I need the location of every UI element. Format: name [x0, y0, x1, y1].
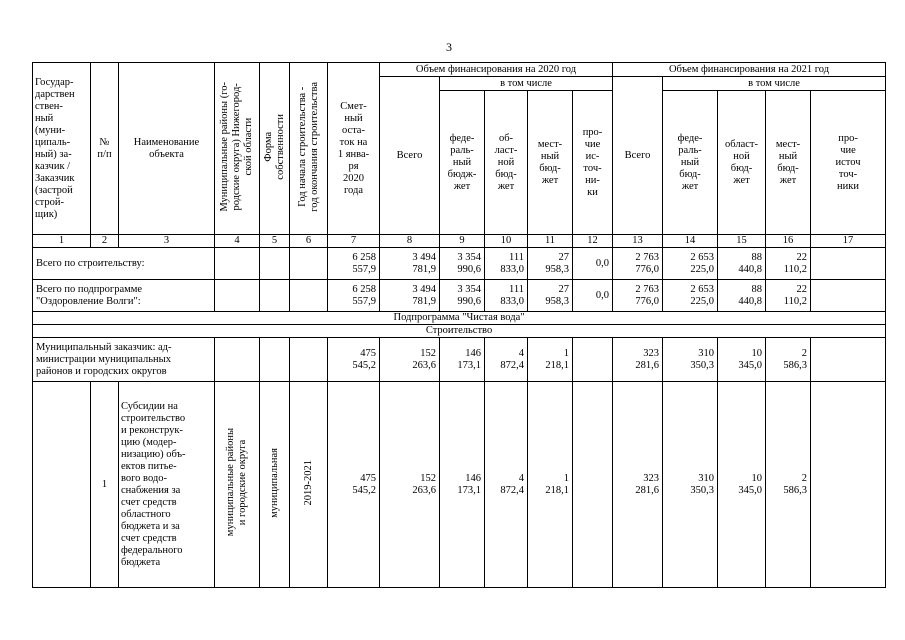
value-other-2020	[573, 382, 613, 588]
empty-cell	[215, 338, 260, 382]
row-label: Муниципальный заказчик: ад- министрации муниципальных районов и городских округов	[33, 338, 215, 382]
value-federal-2021: 310 350,3	[663, 382, 718, 588]
subprogram-title: Подпрограмма "Чистая вода"	[33, 312, 886, 325]
empty-cell	[260, 280, 290, 312]
header-fin-2021: Объем финансирования на 2021 год	[613, 63, 886, 77]
item-number: 1	[91, 382, 119, 588]
col-number: 17	[811, 235, 886, 248]
row-label: Всего по подпрограмме "Оздоровление Волги":	[33, 280, 215, 312]
header-other-2021: про- чие источ точ- ники	[811, 91, 886, 235]
empty-cell	[290, 248, 328, 280]
empty-cell	[811, 338, 886, 382]
value-local-2021: 22 110,2	[766, 248, 811, 280]
header-local-2021: мест- ный бюд- жет	[766, 91, 811, 235]
value-regional-2020: 4 872,4	[485, 382, 528, 588]
value-federal-2021: 2 653 225,0	[663, 248, 718, 280]
value-estimate: 6 258 557,9	[328, 280, 380, 312]
value-federal-2020: 3 354 990,6	[440, 280, 485, 312]
section-title: Строительство	[33, 325, 886, 338]
col-number: 5	[260, 235, 290, 248]
empty-cell	[260, 248, 290, 280]
empty-cell	[290, 338, 328, 382]
item-ownership: муниципальная	[260, 382, 290, 588]
value-federal-2020: 146 173,1	[440, 338, 485, 382]
page-number: 3	[446, 40, 452, 54]
empty-cell	[811, 382, 886, 588]
col-number: 14	[663, 235, 718, 248]
value-regional-2021: 10 345,0	[718, 338, 766, 382]
empty-cell	[33, 382, 91, 588]
col-number: 9	[440, 235, 485, 248]
col-number: 10	[485, 235, 528, 248]
value-other-2020: 0,0	[573, 280, 613, 312]
header-local-2020: мест- ный бюд- жет	[528, 91, 573, 235]
empty-cell	[215, 280, 260, 312]
value-total-2021: 2 763 776,0	[613, 248, 663, 280]
empty-cell	[215, 248, 260, 280]
section-title-row	[33, 325, 886, 338]
value-local-2020: 1 218,1	[528, 338, 573, 382]
value-regional-2020: 4 872,4	[485, 338, 528, 382]
header-name: Наименование объекта	[119, 63, 215, 235]
value-total-2020: 3 494 781,9	[380, 248, 440, 280]
header-total-2020: Всего	[380, 77, 440, 235]
col-number: 12	[573, 235, 613, 248]
col-number: 7	[328, 235, 380, 248]
col-number: 2	[91, 235, 119, 248]
empty-cell	[811, 280, 886, 312]
value-local-2021: 2 586,3	[766, 338, 811, 382]
value-total-2020: 3 494 781,9	[380, 280, 440, 312]
value-local-2021: 2 586,3	[766, 382, 811, 588]
value-regional-2020: 111 833,0	[485, 280, 528, 312]
col-number: 15	[718, 235, 766, 248]
col-number: 6	[290, 235, 328, 248]
header-estimate: Смет- ный остa- ток на 1 янва- ря 2020 года	[328, 63, 380, 235]
financing-table	[32, 62, 886, 588]
header-districts: Муниципальные районы (го- родские округа) Нижегород- ской области	[215, 63, 260, 235]
value-total-2021: 323 281,6	[613, 382, 663, 588]
value-total-2020: 152 263,6	[380, 382, 440, 588]
value-local-2020: 1 218,1	[528, 382, 573, 588]
value-total-2020: 152 263,6	[380, 338, 440, 382]
value-estimate: 475 545,2	[328, 382, 380, 588]
header-years: Год начала строительства - год окончания строительства	[290, 63, 328, 235]
value-federal-2020: 3 354 990,6	[440, 248, 485, 280]
empty-cell	[811, 248, 886, 280]
empty-cell	[260, 338, 290, 382]
item-years: 2019-2021	[290, 382, 328, 588]
value-total-2021: 2 763 776,0	[613, 280, 663, 312]
header-incl-2021: в том числе	[663, 77, 886, 91]
value-regional-2021: 88 440,8	[718, 280, 766, 312]
header-other-2020: про- чие ис- точ- ни- ки	[573, 91, 613, 235]
col-number: 8	[380, 235, 440, 248]
header-ownership: Форма собственности	[260, 63, 290, 235]
header-incl-2020: в том числе	[440, 77, 613, 91]
col-number: 13	[613, 235, 663, 248]
value-regional-2021: 88 440,8	[718, 248, 766, 280]
value-estimate: 6 258 557,9	[328, 248, 380, 280]
value-federal-2020: 146 173,1	[440, 382, 485, 588]
value-federal-2021: 310 350,3	[663, 338, 718, 382]
value-local-2020: 27 958,3	[528, 280, 573, 312]
value-local-2020: 27 958,3	[528, 248, 573, 280]
header-customer: Государ- дарствен ствен- ный (муни- ципаль- ный) за- казчик / Заказчик (застрой строй- щик)	[33, 63, 91, 235]
empty-cell	[290, 280, 328, 312]
municipal-customer-row	[33, 338, 886, 382]
header-total-2021: Всего	[613, 77, 663, 235]
value-federal-2021: 2 653 225,0	[663, 280, 718, 312]
subprogram-title-row	[33, 312, 886, 325]
item-name: Субсидии на строительство и реконструк- цию (модер- низацию) объ- ектов питье- вого водо- снабжения за счет средств областного бюджета и за счет средств федерального бюджета	[119, 382, 215, 588]
header-federal-2020: феде- раль- ный бюдж- жет	[440, 91, 485, 235]
total-construction-row	[33, 248, 886, 280]
header-fin-2020: Объем финансирования на 2020 год	[380, 63, 613, 77]
col-number: 11	[528, 235, 573, 248]
column-numbers-row	[33, 235, 886, 248]
total-subprogram-row	[33, 280, 886, 312]
value-regional-2021: 10 345,0	[718, 382, 766, 588]
col-number: 3	[119, 235, 215, 248]
header-regional-2021: област- ной бюд- жет	[718, 91, 766, 235]
item-row	[33, 382, 886, 588]
row-label: Всего по строительству:	[33, 248, 215, 280]
header-num: № п/п	[91, 63, 119, 235]
value-other-2020: 0,0	[573, 248, 613, 280]
col-number: 1	[33, 235, 91, 248]
value-estimate: 475 545,2	[328, 338, 380, 382]
value-regional-2020: 111 833,0	[485, 248, 528, 280]
value-local-2021: 22 110,2	[766, 280, 811, 312]
col-number: 16	[766, 235, 811, 248]
header-federal-2021: феде- раль- ный бюд- жет	[663, 91, 718, 235]
value-total-2021: 323 281,6	[613, 338, 663, 382]
value-other-2020	[573, 338, 613, 382]
header-regional-2020: об- ласт- ной бюд- жет	[485, 91, 528, 235]
col-number: 4	[215, 235, 260, 248]
item-districts: муниципальные районы и городские округа	[215, 382, 260, 588]
